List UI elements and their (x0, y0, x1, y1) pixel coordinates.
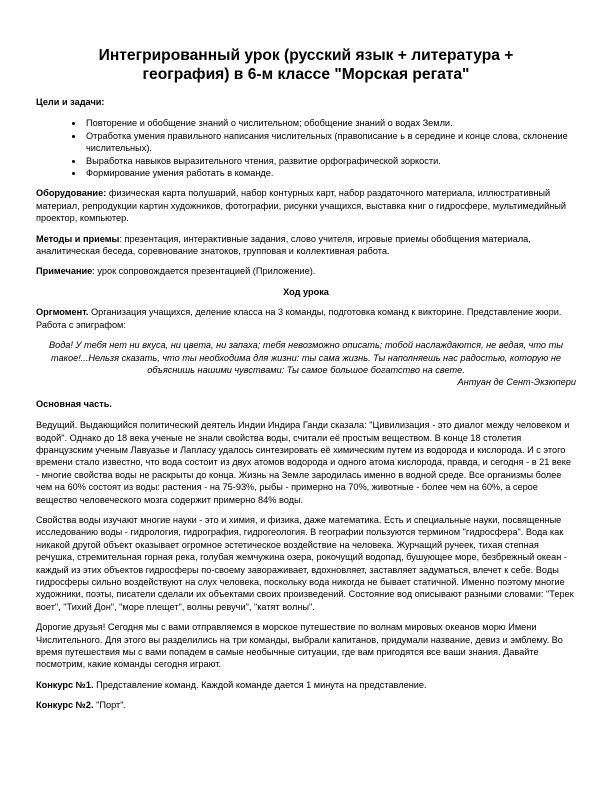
note-label: Примечание (36, 266, 93, 277)
contest-1-label: Конкурс №1. (36, 679, 94, 690)
note-text: : урок сопровождается презентацией (Приложение). (92, 266, 316, 277)
title-line-1: Интегрированный урок (русский язык + литература + (98, 47, 514, 64)
org-paragraph (36, 306, 576, 331)
equipment-text: физическая карта полушарий, набор контурных карт, набор раздаточного материала, иллюстративный материал, репродукции картин художников, фотографии, рисунки учащихся, выставка книг о гидросфере, мультимедийный проектор, компьютер. (36, 188, 567, 224)
goal-item: • Выработка навыков выразительного чтения, развитие орфографической зоркости. (84, 155, 576, 167)
contest-1-paragraph (36, 679, 576, 691)
goals-heading: Цели и задачи: (36, 97, 105, 107)
main-part-heading: Основная часть. (36, 398, 112, 409)
contest-2-label: Конкурс №2. (36, 700, 94, 711)
epigraph-author: Антуан де Сент-Экзюпери (457, 377, 576, 388)
equipment-paragraph (36, 187, 576, 224)
goal-item: • Формирование умения работать в команде. (84, 167, 576, 179)
org-text: Организация учащихся, деление класса на 3 команды, подготовка команд к викторине. Представление жюри. Работа с эпиграфом: (36, 307, 562, 330)
contest-1-text: Представление команд. Каждой команде дается 1 минута на представление. (93, 679, 427, 690)
title-line-2: география) в 6-м классе "Морская регата" (142, 66, 470, 83)
note-paragraph (36, 265, 576, 277)
body-paragraph-2: Свойства воды изучают многие науки - это и химия, и физика, даже математика. Есть и специальные науки, посвященные исследованию воды - гидрология, гидрография, гидрогеология. В географии пользуются термином "гидросфера". Вода как никакой другой объект оказывает огромное эстетическое воздействие на человека. Журчащий ручеек, тихая степная речушка, стремительная горная река, голубая жемчужина озера, рокочущий водопад, бушующее море, безбрежный океан - каждый из этих объектов гидросферы по-своему завораживает, вдохновляет, заставляет задуматься, влечет к себе. Воды гидросферы сильно воздействуют на слух человека, поскольку вода никогда не бывает статичной. Именно поэтому многие художники, поэты, писатели сделали их объектами своих произведений. Состояние вод описывают разными словами: "Терек воет", "Тихий Дон", "море плещет", волны ревучи", "катят волны". (36, 514, 574, 612)
methods-paragraph (36, 233, 576, 258)
epigraph-quote: Вода! У тебя нет ни вкуса, ни цвета, ни запаха; тебя невозможно описать; тобой наслаждаются, не ведая, что ты такое!...Нельзя сказать, что ты необходима для жизни: ты сама жизнь. Ты наполняешь нас радостью, которую не объяснишь нашими чувствами: Ты самое большое богатство на свете. (48, 340, 564, 375)
body-paragraph-3: Дорогие друзья! Сегодня мы с вами отправляемся в морское путешествие по волнам мировых океанов морю Имени Числительного. Для этого вы разделились на три команды, выбрали капитанов, придумали название, девиз и эмблему. Во время путешествия мы с вами попадем в самые необычные ситуации, где вам пригодятся все ваши знания. Давайте посмотрим, какие команды сегодня играют. (36, 622, 563, 670)
goals-list (36, 117, 576, 179)
contest-2-text: "Порт". (93, 700, 127, 711)
document-title (36, 46, 576, 84)
goal-item: • Повторение и обобщение знаний о числительном; обобщение знаний о водах Земли. (84, 117, 576, 129)
course-title: Ход урока (283, 286, 329, 297)
methods-text: : презентация, интерактивные задания, слово учителя, игровые приемы обобщения материала, аналитическая беседа, соревнование знатоков, групповая и коллективная работа. (36, 233, 531, 257)
contest-2-paragraph (36, 699, 576, 711)
org-label: Оргмомент. (36, 307, 89, 318)
body-paragraph-1: Ведущий. Выдающийся политический деятель Индии Индира Ганди сказала: "Цивилизация - это диалог между человеком и водой". Однако до 18 века ученые не знали свойства воды, считали её простым веществом. В конце 18 столетия французским ученым Лавуазье и Лапласу удалось синтезировать её химическим путем из водорода и кислорода. И с этого времени стало известно, что вода состоит из двух атомов водорода и одного атома кислорода, правда, и сегодня - в 21 веке - многие свойства воды не раскрыты до конца. Жизнь на Земле зародилась именно в водной среде. Все организмы более чем на 60% состоят из воды: растения - на 75-93%, рыбы - примерно на 70%, животные - более чем на 60%, а серое вещество человеческого мозга содержит примерно 84% воды. (36, 420, 572, 505)
methods-label: Методы и приемы (36, 233, 120, 244)
equipment-label: Оборудование: (36, 188, 107, 199)
goal-item: • Отработка умения правильного написания числительных (правописание ь в середине и конце слова, склонение числительных). (84, 130, 576, 155)
